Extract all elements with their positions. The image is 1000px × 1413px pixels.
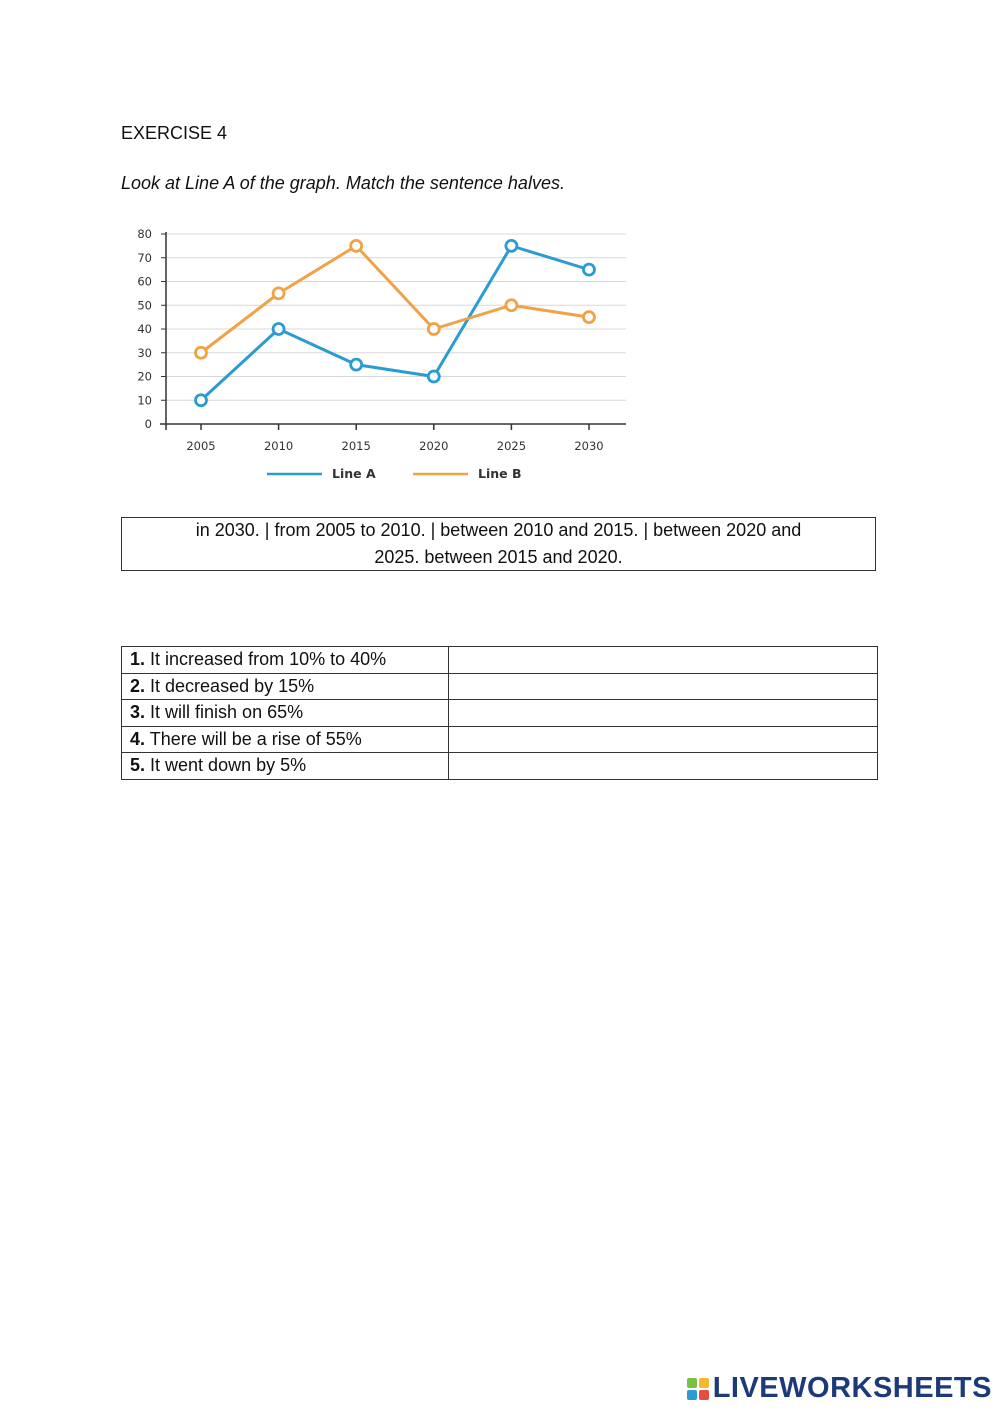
y-tick-label: 70: [137, 250, 152, 265]
answer-cell[interactable]: [449, 726, 878, 753]
table-row: [122, 726, 878, 753]
data-point: [351, 359, 362, 370]
sentence-text: It decreased by 15%: [150, 675, 315, 696]
data-point: [273, 324, 284, 335]
x-tick-label: 2030: [574, 439, 604, 453]
y-tick-label: 20: [137, 369, 152, 384]
y-tick-label: 50: [137, 298, 152, 313]
sentence-number: 5.: [130, 755, 146, 776]
word-bank-line-2: 2025. between 2015 and 2020.: [374, 547, 623, 567]
data-point: [196, 395, 207, 406]
x-tick-label: 2025: [496, 439, 527, 453]
sentence-text: It will finish on 65%: [150, 702, 304, 723]
logo-square: [687, 1390, 697, 1400]
exercise-title: EXERCISE 4: [121, 123, 228, 143]
series-line-b: [201, 246, 589, 353]
data-point: [506, 240, 517, 251]
logo-square: [687, 1378, 697, 1388]
data-point: [428, 371, 439, 382]
y-tick-label: 80: [137, 227, 152, 241]
data-point: [273, 288, 284, 299]
matching-table: [121, 646, 878, 780]
sentence-number: 2.: [130, 675, 146, 696]
sentence-start: [122, 726, 449, 753]
data-point: [584, 264, 595, 275]
sentence-text: It went down by 5%: [150, 755, 307, 776]
x-tick-label: 2020: [419, 439, 449, 453]
sentence-text: There will be a rise of 55%: [149, 728, 362, 749]
data-point: [428, 324, 439, 335]
logo-icon: [687, 1378, 709, 1400]
sentence-start: [122, 647, 449, 674]
legend-label: Line A: [332, 466, 376, 481]
line-chart: [121, 220, 636, 490]
sentence-number: 4.: [130, 728, 146, 749]
data-point: [584, 312, 595, 323]
data-point: [506, 300, 517, 311]
word-bank: [121, 517, 876, 571]
sentence-start: [122, 673, 449, 700]
y-tick-label: 60: [137, 274, 152, 289]
word-bank-line-1: in 2030. | from 2005 to 2010. | between 2010 and 2015. | between 2020 and: [195, 520, 802, 540]
table-row: [122, 700, 878, 727]
x-tick-label: 2010: [263, 439, 294, 453]
sentence-number: 3.: [130, 702, 146, 723]
x-tick-label: 2005: [186, 439, 216, 453]
data-point: [196, 347, 207, 358]
legend-label: Line B: [478, 466, 522, 481]
logo-square: [699, 1390, 709, 1400]
table-row: [122, 753, 878, 780]
answer-cell[interactable]: [449, 647, 878, 674]
sentence-start: [122, 753, 449, 780]
table-row: [122, 647, 878, 674]
y-tick-label: 40: [137, 322, 152, 336]
sentence-start: [122, 700, 449, 727]
series-line-a: [201, 246, 589, 400]
sentence-text: It increased from 10% to 40%: [150, 649, 387, 670]
data-point: [351, 240, 362, 251]
table-row: [122, 673, 878, 700]
answer-cell[interactable]: [449, 753, 878, 780]
logo-square: [699, 1378, 709, 1388]
y-tick-label: 10: [137, 393, 152, 408]
instruction-text: Look at Line A of the graph. Match the sentence halves.: [121, 173, 565, 193]
logo-text: LIVEWORKSHEETS: [712, 1372, 992, 1404]
x-tick-label: 2015: [341, 439, 371, 453]
liveworksheets-logo: [687, 1372, 992, 1405]
sentence-number: 1.: [130, 649, 146, 670]
answer-cell[interactable]: [449, 700, 878, 727]
y-tick-label: 30: [137, 345, 152, 360]
y-tick-label: 0: [144, 417, 152, 431]
answer-cell[interactable]: [449, 673, 878, 700]
